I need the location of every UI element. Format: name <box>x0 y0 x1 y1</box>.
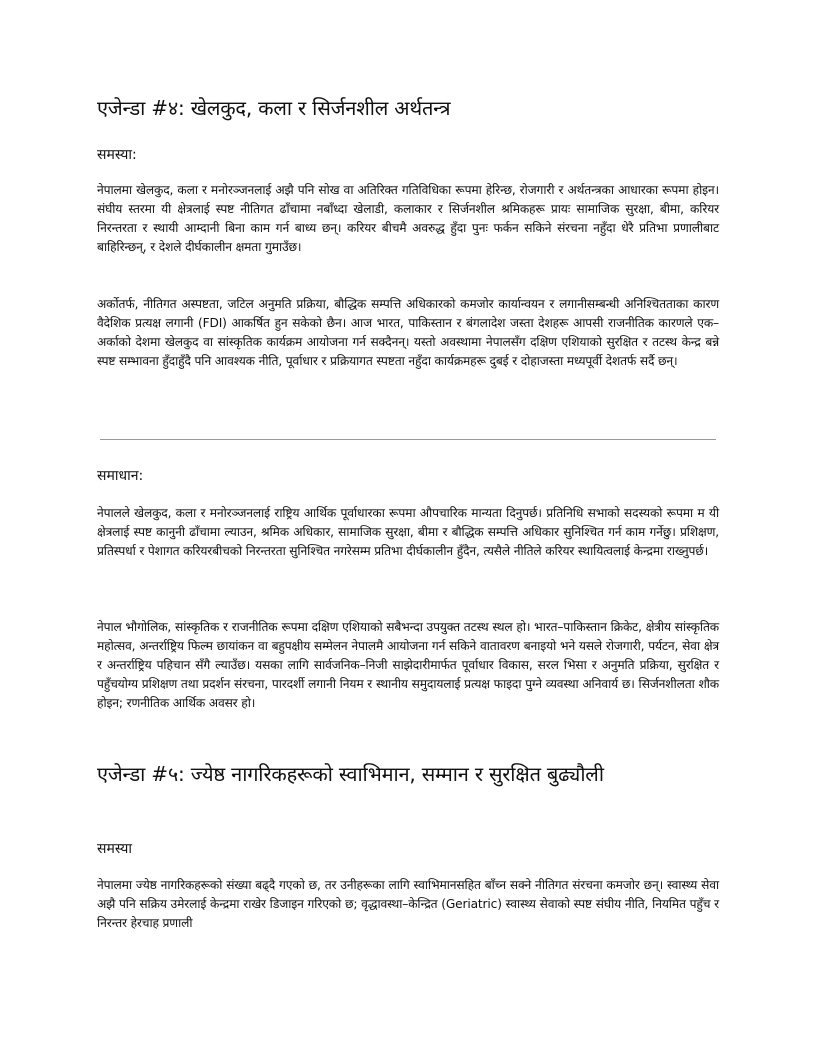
agenda-4-solution-paragraph-2: नेपाल भौगोलिक, सांस्कृतिक र राजनीतिक रूपमा दक्षिण एशियाको सबैभन्दा उपयुक्त तटस्थ स्थल हो। भारत–पाकिस्तान क्रिकेट, क्षेत्रीय सांस्कृतिक महोत्सव, अन्तर्राष्ट्रिय फिल्म छायांकन वा बहुपक्षीय सम्मेलन नेपालमै आयोजना गर्न सकिने वातावरण बनाइयो भने यसले रोजगारी, पर्यटन, सेवा क्षेत्र र अन्तर्राष्ट्रिय पहिचान सँगै ल्याउँछ। यसका लागि सार्वजनिक–निजी साझेदारीमार्फत पूर्वाधार विकास, सरल भिसा र अनुमति प्रक्रिया, सुरक्षित र पहुँचयोग्य प्रशिक्षण तथा प्रदर्शन संरचना, पारदर्शी लगानी नियम र स्थानीय समुदायलाई प्रत्यक्ष फाइदा पुग्ने व्यवस्था अनिवार्य छ। सिर्जनशीलता शौक होइन; रणनीतिक आर्थिक अवसर हो। <box>97 620 719 710</box>
agenda-4-problem-paragraph-2: अर्कोतर्फ, नीतिगत अस्पष्टता, जटिल अनुमति प्रक्रिया, बौद्धिक सम्पत्ति अधिकारको कमजोर कार्यान्वयन र लगानीसम्बन्धी अनिश्चितताका कारण वैदेशिक प्रत्यक्ष लगानी (FDI) आकर्षित हुन सकेको छैन। आज भारत, पाकिस्तान र बंगलादेश जस्ता देशहरू आपसी राजनीतिक कारणले एक–अर्काको देशमा खेलकुद वा सांस्कृतिक कार्यक्रम आयोजना गर्न सक्दैनन्। यस्तो अवस्थामा नेपालसँग दक्षिण एशियाको सुरक्षित र तटस्थ केन्द्र बन्ने स्पष्ट सम्भावना हुँदाहुँदै पनि आवश्यक नीति, पूर्वाधार र प्रक्रियागत स्पष्टता नहुँदा कार्यक्रमहरू दुबई र दोहाजस्ता मध्यपूर्वी देशतर्फ सर्दै छन्। <box>97 297 719 368</box>
section-divider <box>100 439 716 440</box>
agenda-5-heading: एजेन्डा #५: ज्येष्ठ नागरिकहरूको स्वाभिमान, सम्मान र सुरक्षित बुढ्यौली <box>97 762 604 786</box>
agenda-4-solution-paragraph-1: नेपालले खेलकुद, कला र मनोरञ्जनलाई राष्ट्रिय आर्थिक पूर्वाधारका रूपमा औपचारिक मान्यता दिनुपर्छ। प्रतिनिधि सभाको सदस्यको रूपमा म यी क्षेत्रलाई स्पष्ट कानुनी ढाँचामा ल्याउन, श्रमिक अधिकार, सामाजिक सुरक्षा, बीमा र बौद्धिक सम्पत्ति अधिकार सुनिश्चित गर्न काम गर्नेछु। प्रशिक्षण, प्रतिस्पर्धा र पेशागत करियरबीचको निरन्तरता सुनिश्चित नगरेसम्म प्रतिभा दीर्घकालीन हुँदैन, त्यसैले नीतिले करियर स्थायित्वलाई केन्द्रमा राख्नुपर्छ। <box>97 506 719 558</box>
agenda-4-problem-paragraph-1: नेपालमा खेलकुद, कला र मनोरञ्जनलाई अझै पनि सोख वा अतिरिक्त गतिविधिका रूपमा हेरिन्छ, रोजगारी र अर्थतन्त्रका आधारका रूपमा होइन। संघीय स्तरमा यी क्षेत्रलाई स्पष्ट नीतिगत ढाँचामा नबाँध्दा खेलाडी, कलाकार र सिर्जनशील श्रमिकहरू प्रायः सामाजिक सुरक्षा, बीमा, करियर निरन्तरता र स्थायी आम्दानी बिना काम गर्न बाध्य छन्। करियर बीचमै अवरुद्ध हुँदा पुनः फर्कन सकिने संरचना नहुँदा धेरै प्रतिभा प्रणालीबाट बाहिरिन्छन्, र देशले दीर्घकालीन क्षमता गुमाउँछ। <box>97 183 719 254</box>
agenda-5-problem-paragraph-1: नेपालमा ज्येष्ठ नागरिकहरूको संख्या बढ्दै गएको छ, तर उनीहरूका लागि स्वाभिमानसहित बाँच्न सक्ने नीतिगत संरचना कमजोर छन्। स्वास्थ्य सेवा अझै पनि सक्रिय उमेरलाई केन्द्रमा राखेर डिजाइन गरिएको छ; वृद्धावस्था–केन्द्रित (Geriatric) स्वास्थ्य सेवाको स्पष्ट संघीय नीति, नियमित पहुँच र निरन्तर हेरचाह प्रणाली <box>97 878 719 930</box>
agenda-4-problem-label: समस्या: <box>97 147 137 163</box>
agenda-5-problem-label: समस्या <box>97 841 133 857</box>
agenda-4-heading: एजेन्डा #४: खेलकुद, कला र सिर्जनशील अर्थतन्त्र <box>97 96 451 120</box>
agenda-4-solution-label: समाधान: <box>97 468 144 484</box>
